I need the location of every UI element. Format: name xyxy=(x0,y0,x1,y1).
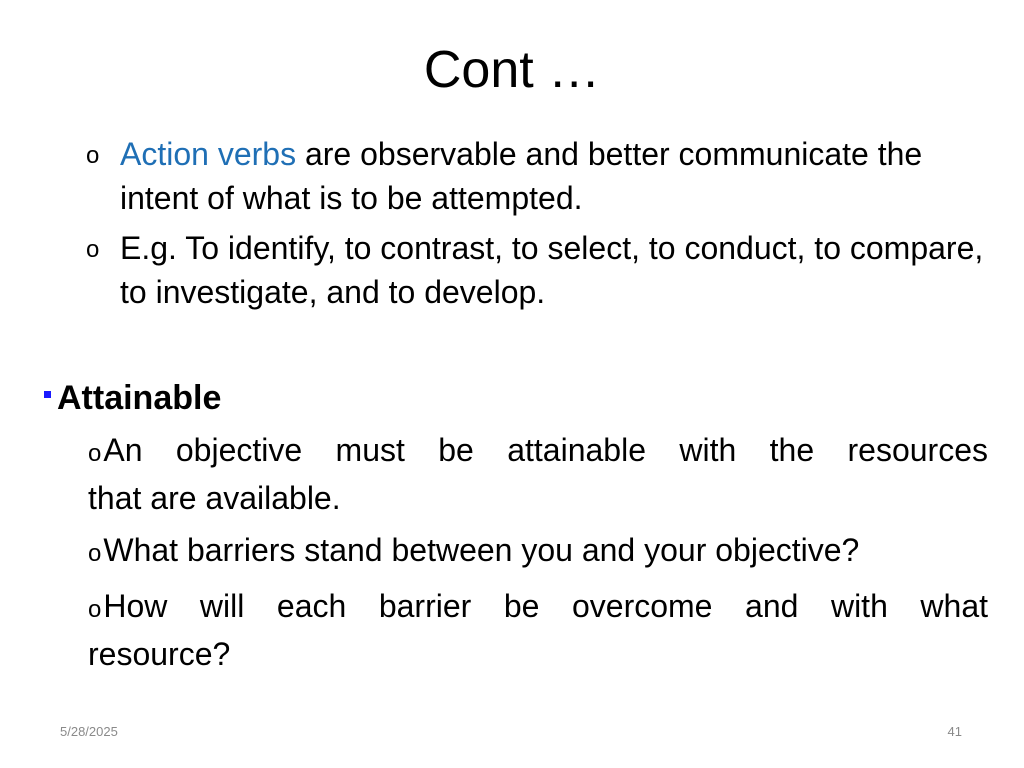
section-heading-text: Attainable xyxy=(57,379,222,417)
bullet-text: What barriers stand between you and your objective? xyxy=(103,532,860,568)
bullet-text-continued: that are available. xyxy=(88,480,341,516)
section-heading-attainable xyxy=(44,376,984,420)
bullet-text-continued: resource? xyxy=(88,636,231,672)
page-number: 41 xyxy=(947,724,962,739)
list-item xyxy=(86,226,986,314)
circle-bullet-icon: o xyxy=(88,440,102,467)
bullet-text: An objective must be attainable with the resources xyxy=(103,432,988,468)
bullet-text: E.g. To identify, to contrast, to select, to conduct, to compare, to investigate, and to develop. xyxy=(120,230,984,310)
bullet-text: How will each barrier be overcome and with what xyxy=(103,588,988,624)
attainable-list xyxy=(88,428,988,684)
bullet-line xyxy=(88,584,988,632)
list-item xyxy=(88,528,988,576)
square-bullet-icon xyxy=(44,391,51,398)
circle-bullet-icon: o xyxy=(88,540,102,567)
bullet-text: are observable and better communicate the intent of what is to be attempted. xyxy=(120,136,923,216)
list-item xyxy=(88,428,988,520)
highlighted-term: Action verbs xyxy=(120,136,297,172)
circle-bullet-icon: o xyxy=(86,142,100,169)
circle-bullet-icon: o xyxy=(86,236,100,263)
action-verbs-list xyxy=(86,132,986,320)
footer-date: 5/28/2025 xyxy=(60,724,118,739)
slide-title: Cont … xyxy=(423,41,601,99)
list-item xyxy=(88,584,988,676)
circle-bullet-icon: o xyxy=(88,596,102,623)
bullet-line xyxy=(88,428,988,476)
list-item xyxy=(86,132,986,220)
